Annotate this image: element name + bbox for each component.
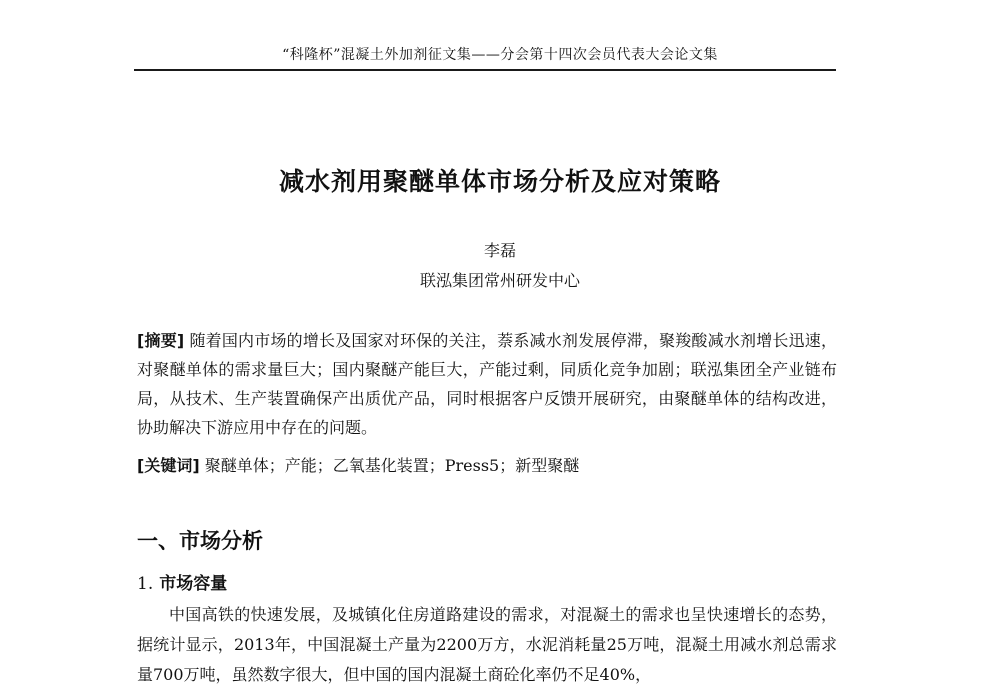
header-rule	[134, 69, 836, 71]
subsection-title: 市场容量	[159, 574, 228, 594]
body-paragraph: 中国高铁的快速发展，及城镇化住房道路建设的需求，对混凝土的需求也呈快速增长的态势，据统计显示，2013年，中国混凝土产量为2200万方，水泥消耗量25万吨，混凝土用减水剂总需求量700万吨，虽然数字很大，但中国的国内混凝土商砼化率仍不足40%，	[137, 605, 837, 684]
subsection-heading	[137, 569, 227, 594]
author-affiliation: 联泓集团常州研发中心	[419, 271, 580, 290]
author-name: 李磊	[483, 241, 516, 260]
section-heading: 一、市场分析	[137, 529, 263, 553]
subsection-number: 1.	[137, 574, 154, 594]
running-head: “科隆杯”混凝土外加剂征文集——分会第十四次会员代表大会论文集	[282, 47, 718, 63]
keywords	[137, 451, 837, 480]
abstract	[137, 326, 837, 442]
paper-title: 减水剂用聚醚单体市场分析及应对策略	[278, 167, 721, 196]
keywords-label: [关键词]	[137, 456, 200, 475]
keywords-text: 聚醚单体；产能；乙氧基化装置；Press5；新型聚醚	[204, 456, 580, 475]
abstract-label: [摘要]	[137, 331, 185, 350]
abstract-text: 随着国内市场的增长及国家对环保的关注，萘系减水剂发展停滞，聚羧酸减水剂增长迅速，对聚醚单体的需求量巨大；国内聚醚产能巨大，产能过剩，同质化竞争加剧；联泓集团全产业链布局，从技术、生产装置确保产出质优产品，同时根据客户反馈开展研究，由聚醚单体的结构改进，协助解决下游应用中存在的问题。	[137, 331, 837, 437]
